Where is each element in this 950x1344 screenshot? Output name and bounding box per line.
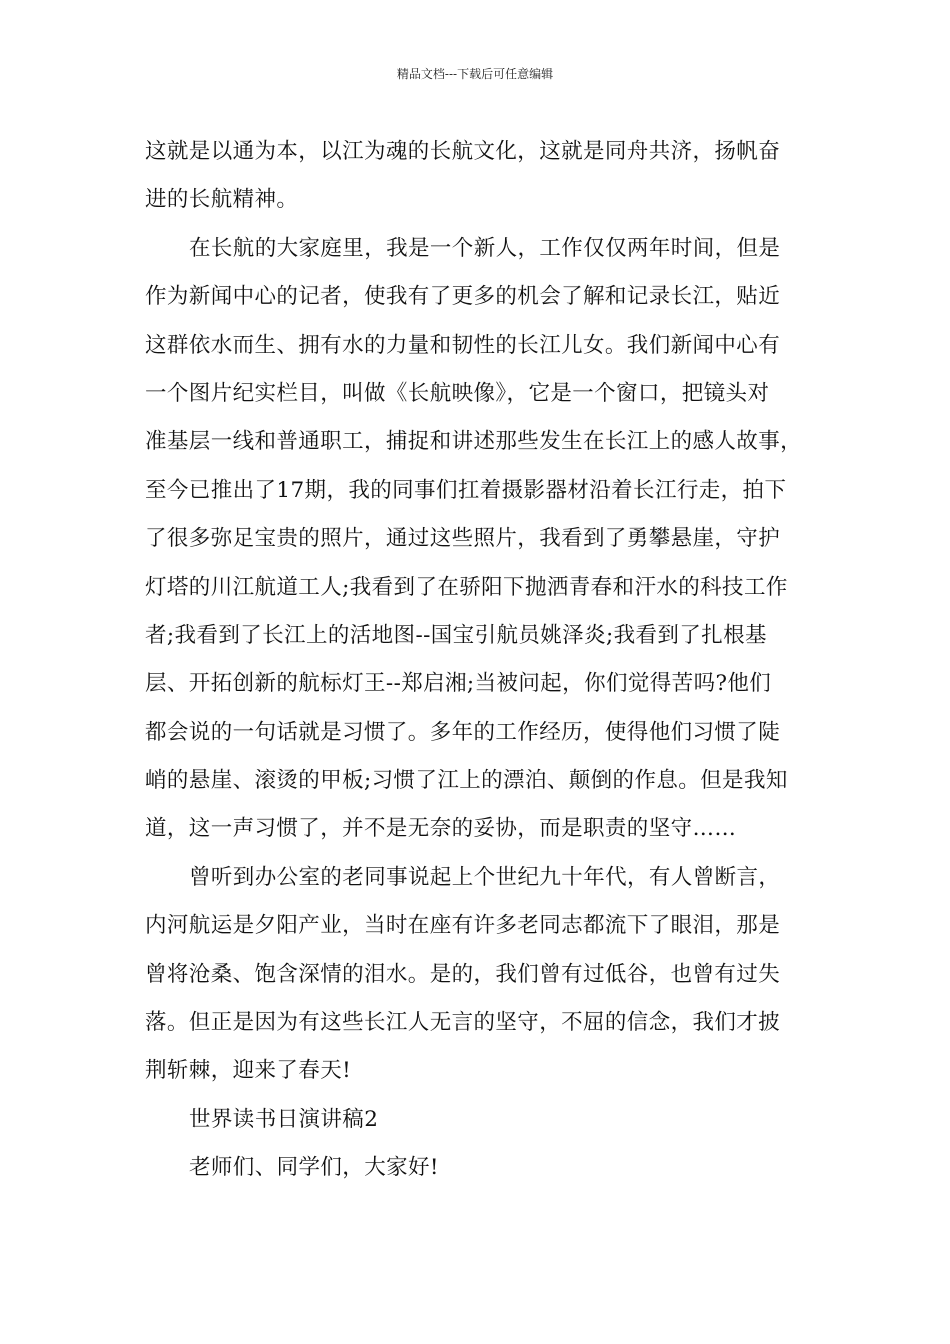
paragraph-start-line: 曾听到办公室的老同事说起上个世纪九十年代，有人曾断言， — [189, 864, 781, 890]
text-line: 峭的悬崖、滚烫的甲板;习惯了江上的漂泊、颠倒的作息。但是我知 — [145, 768, 788, 794]
text-line: 至今已推出了17期，我的同事们扛着摄影器材沿着长江行走，拍下 — [145, 477, 787, 503]
text-line: 了很多弥足宝贵的照片，通过这些照片，我看到了勇攀悬崖，守护 — [145, 526, 781, 552]
text-line: 落。但正是因为有这些长江人无言的坚守，不屈的信念，我们才披 — [145, 1010, 781, 1036]
greeting-line: 老师们、同学们，大家好! — [189, 1155, 439, 1181]
text-line: 准基层一线和普通职工，捕捉和讲述那些发生在长江上的感人故事， — [145, 429, 803, 455]
section-title: 世界读书日演讲稿2 — [189, 1106, 379, 1132]
text-line: 都会说的一句话就是习惯了。多年的工作经历，使得他们习惯了陡 — [145, 719, 781, 745]
text-line: 荆斩棘，迎来了春天! — [145, 1058, 352, 1084]
text-line: 灯塔的川江航道工人;我看到了在骄阳下抛洒青春和汗水的科技工作 — [145, 574, 788, 600]
document-body — [145, 128, 825, 1193]
text-line: 这就是以通为本，以江为魂的长航文化，这就是同舟共济，扬帆奋 — [145, 139, 781, 164]
paragraph-start-line: 在长航的大家庭里，我是一个新人，工作仅仅两年时间，但是 — [189, 235, 781, 261]
text-line: 道，这一声习惯了，并不是无奈的妥协，而是职责的坚守…… — [145, 816, 737, 842]
text-line: 一个图片纪实栏目，叫做《长航映像》，它是一个窗口，把镜头对 — [145, 380, 770, 406]
text-line: 曾将沧桑、饱含深情的泪水。是的，我们曾有过低谷，也曾有过失 — [145, 961, 781, 987]
text-line: 层、开拓创新的航标灯王--郑启湘;当被问起，你们觉得苦吗?他们 — [145, 671, 772, 697]
text-line: 进的长航精神。 — [145, 187, 299, 213]
text-line: 这群依水而生、拥有水的力量和韧性的长江儿女。我们新闻中心有 — [145, 332, 781, 358]
text-line: 内河航运是夕阳产业，当时在座有许多老同志都流下了眼泪，那是 — [145, 913, 781, 939]
text-line: 作为新闻中心的记者，使我有了更多的机会了解和记录长江，贴近 — [145, 284, 781, 310]
text-line: 者;我看到了长江上的活地图--国宝引航员姚泽炎;我看到了扎根基 — [145, 622, 767, 648]
page-header: 精品文档---下载后可任意编辑 — [396, 67, 554, 81]
